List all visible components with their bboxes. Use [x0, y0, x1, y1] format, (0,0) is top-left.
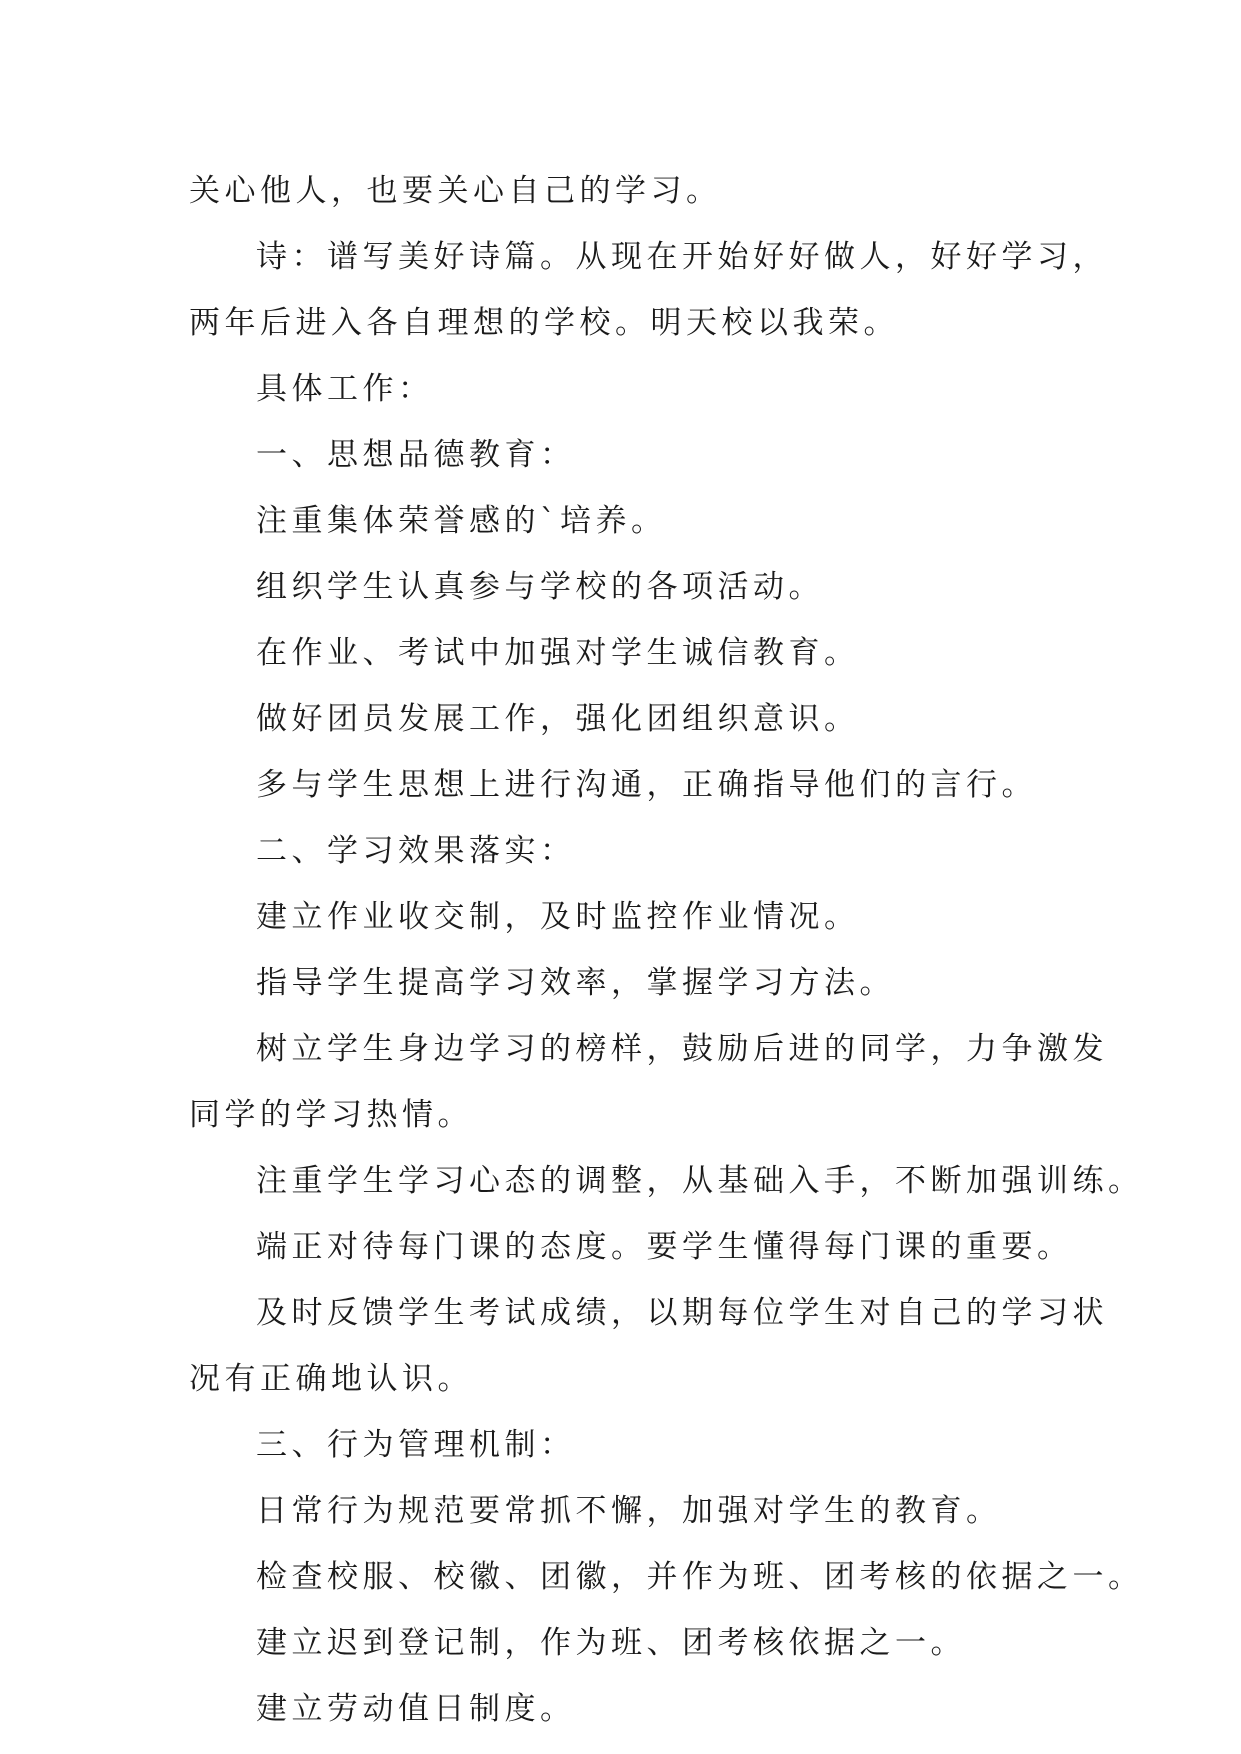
text-line: 建立迟到登记制，作为班、团考核依据之一。: [256, 1625, 966, 1661]
text-line: 关心他人，也要关心自己的学习。: [189, 173, 722, 209]
section-heading-learning: 二、学习效果落实：: [256, 833, 576, 869]
text-line: 树立学生身边学习的榜样，鼓励后进的同学，力争激发: [256, 1031, 1108, 1067]
text-line: 建立劳动值日制度。: [256, 1691, 576, 1727]
text-line: 检查校服、校徽、团徽，并作为班、团考核的依据之一。: [256, 1559, 1144, 1595]
section-heading-behavior: 三、行为管理机制：: [256, 1427, 576, 1463]
text-line: 做好团员发展工作，强化团组织意识。: [256, 701, 860, 737]
text-line: 同学的学习热情。: [189, 1097, 473, 1133]
text-line: 日常行为规范要常抓不懈，加强对学生的教育。: [256, 1493, 1002, 1529]
text-line: 组织学生认真参与学校的各项活动。: [256, 569, 824, 605]
text-line: 两年后进入各自理想的学校。明天校以我荣。: [189, 305, 899, 341]
text-line: 在作业、考试中加强对学生诚信教育。: [256, 635, 860, 671]
section-heading-moral-education: 一、思想品德教育：: [256, 437, 576, 473]
document-page: [189, 158, 1144, 1742]
text-line: 况有正确地认识。: [189, 1361, 473, 1397]
section-heading-work: 具体工作：: [256, 371, 434, 407]
text-line: 注重集体荣誉感的`培养。: [256, 503, 667, 539]
text-line: 注重学生学习心态的调整，从基础入手，不断加强训练。: [256, 1163, 1144, 1199]
text-line: 多与学生思想上进行沟通，正确指导他们的言行。: [256, 767, 1037, 803]
text-line: 建立作业收交制，及时监控作业情况。: [256, 899, 860, 935]
text-line: 及时反馈学生考试成绩，以期每位学生对自己的学习状: [256, 1295, 1108, 1331]
text-line: 端正对待每门课的态度。要学生懂得每门课的重要。: [256, 1229, 1073, 1265]
text-line: 指导学生提高学习效率，掌握学习方法。: [256, 965, 895, 1001]
text-line: 诗：谱写美好诗篇。从现在开始好好做人，好好学习，: [256, 239, 1108, 275]
